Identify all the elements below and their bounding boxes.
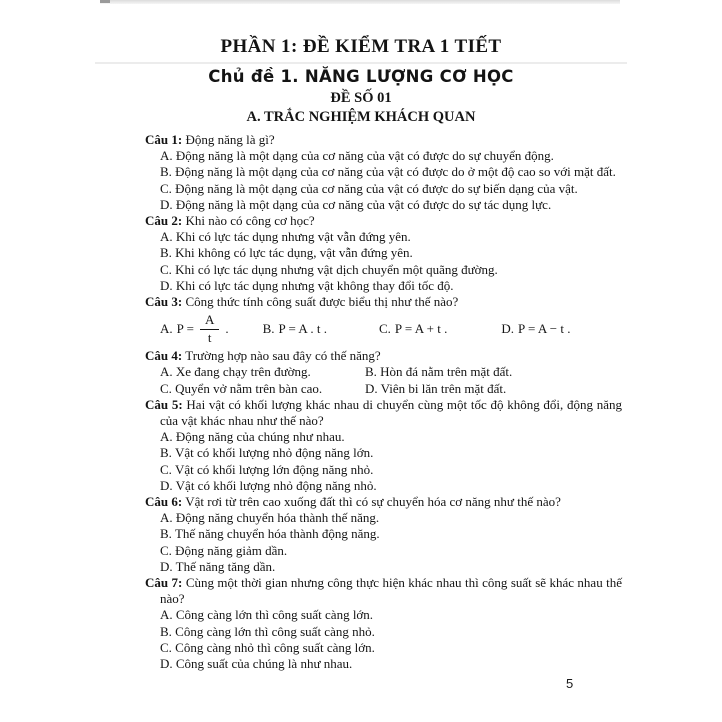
option-b bbox=[160, 245, 622, 261]
option-text: Công càng nhỏ thì công suất càng lớn. bbox=[175, 639, 375, 655]
option-label: D. bbox=[160, 558, 173, 574]
option-text: P = A . t . bbox=[278, 321, 327, 337]
option-text: P = A − t . bbox=[518, 321, 571, 337]
option-text: Quyển vở nằm trên bàn cao. bbox=[175, 380, 323, 396]
questions-area bbox=[145, 132, 622, 672]
option-text: Khi không có lực tác dụng, vật vẫn đứng yên. bbox=[175, 245, 413, 261]
option-text: Khi có lực tác dụng nhưng vật không thay đổi tốc độ. bbox=[175, 277, 454, 293]
option-text: Vật có khối lượng nhỏ động năng lớn. bbox=[174, 445, 374, 461]
option-text: P = A + t . bbox=[394, 321, 448, 337]
option-label: D. bbox=[160, 277, 173, 293]
option-c bbox=[160, 381, 365, 397]
option-text: Công càng lớn thì công suất càng nhỏ. bbox=[175, 623, 375, 639]
option-label: D. bbox=[160, 656, 173, 672]
question-2 bbox=[145, 213, 622, 294]
question-text bbox=[145, 575, 622, 607]
option-text: Động năng là một dạng của cơ năng của vật có được do ở một độ cao so với mặt đất. bbox=[175, 164, 616, 180]
option-d bbox=[160, 656, 622, 672]
option-text: Viên bi lăn trên mặt đất. bbox=[380, 380, 507, 396]
formula-prefix: P = bbox=[176, 321, 194, 337]
question-label: Câu 6: bbox=[145, 494, 183, 510]
option-b bbox=[160, 624, 622, 640]
question-text bbox=[145, 348, 622, 364]
page-top-edge-notch bbox=[100, 0, 110, 3]
question-label: Câu 5: bbox=[145, 396, 183, 412]
option-label: B. bbox=[262, 321, 275, 337]
exam-number: ĐỀ SỐ 01 bbox=[330, 90, 392, 106]
option-c bbox=[379, 321, 447, 337]
option-b bbox=[160, 445, 622, 461]
page-number: 5 bbox=[566, 676, 574, 691]
option-text: Công suất của chúng là như nhau. bbox=[175, 656, 353, 672]
option-text: Thế năng chuyển hóa thành động năng. bbox=[174, 526, 380, 542]
fraction-numerator: A bbox=[200, 313, 219, 329]
option-label: A. bbox=[160, 321, 173, 337]
option-b bbox=[365, 364, 622, 380]
question-text bbox=[145, 132, 622, 148]
option-label: D. bbox=[501, 321, 514, 337]
option-text: Động năng chuyển hóa thành thế năng. bbox=[175, 510, 380, 526]
option-c bbox=[160, 462, 622, 478]
option-label: C. bbox=[160, 261, 172, 277]
question-3 bbox=[145, 294, 622, 348]
option-c bbox=[160, 262, 622, 278]
question-7 bbox=[145, 575, 622, 672]
option-text: Vật có khối lượng nhỏ động năng nhỏ. bbox=[175, 477, 377, 493]
option-label: B. bbox=[365, 364, 377, 380]
question-label: Câu 7: bbox=[145, 575, 183, 591]
option-text: Động năng là một dạng của cơ năng của vật có được do sự chuyển động. bbox=[175, 148, 554, 164]
question-label: Câu 2: bbox=[145, 213, 183, 229]
option-label: C. bbox=[160, 542, 172, 558]
option-label: B. bbox=[160, 245, 172, 261]
option-b bbox=[263, 321, 327, 337]
option-text: Động năng của chúng như nhau. bbox=[175, 429, 345, 445]
question-stem: Động năng là gì? bbox=[185, 132, 275, 147]
option-d bbox=[160, 197, 622, 213]
options-list bbox=[160, 229, 622, 294]
options-list bbox=[160, 148, 622, 213]
option-c bbox=[160, 543, 622, 559]
option-d bbox=[501, 321, 570, 337]
option-label: C. bbox=[160, 639, 172, 655]
option-text: Động năng là một dạng của cơ năng của vật có được do sự biến dạng của vật. bbox=[175, 180, 578, 196]
question-text bbox=[145, 294, 622, 310]
options-list bbox=[160, 429, 622, 494]
option-label: C. bbox=[160, 380, 172, 396]
fraction bbox=[200, 313, 219, 345]
question-text bbox=[145, 397, 622, 429]
formula-suffix: . bbox=[225, 321, 229, 337]
question-label: Câu 1: bbox=[145, 132, 183, 147]
option-b bbox=[160, 164, 622, 180]
option-b bbox=[160, 526, 622, 542]
option-text: Công càng lớn thì công suất càng lớn. bbox=[175, 607, 374, 623]
options-list bbox=[160, 607, 622, 672]
option-label: A. bbox=[160, 429, 173, 445]
question-stem: Hai vật có khối lượng khác nhau di chuyển cùng một tốc độ không đổi, động năng của vật khác nhau như thế nào? bbox=[160, 396, 622, 429]
option-label: C. bbox=[160, 180, 172, 196]
options-formula-row bbox=[160, 310, 622, 348]
option-d bbox=[160, 478, 622, 494]
question-stem: Khi nào có công cơ học? bbox=[185, 213, 315, 229]
question-stem: Công thức tính công suất được biểu thị như thế nào? bbox=[185, 294, 459, 310]
option-label: D. bbox=[160, 477, 173, 493]
option-a bbox=[160, 313, 229, 345]
option-label: A. bbox=[160, 607, 173, 623]
option-label: D. bbox=[160, 196, 173, 212]
option-text: Xe đang chạy trên đường. bbox=[175, 364, 311, 380]
option-text: Động năng là một dạng của cơ năng của vật có được do sự tác dụng lực. bbox=[175, 196, 552, 212]
fraction-denominator: t bbox=[207, 329, 212, 345]
option-c bbox=[160, 181, 622, 197]
option-label: D. bbox=[365, 380, 378, 396]
option-label: A. bbox=[160, 510, 173, 526]
option-d bbox=[160, 278, 622, 294]
question-1 bbox=[145, 132, 622, 213]
page-header bbox=[0, 0, 722, 126]
option-text: Thế năng tăng dần. bbox=[175, 558, 276, 574]
option-text: Khi có lực tác dụng nhưng vật dịch chuyển một quãng đường. bbox=[175, 261, 498, 277]
question-stem: Trường hợp nào sau đây có thế năng? bbox=[185, 348, 381, 364]
option-text: Khi có lực tác dụng nhưng vật vẫn đứng yên. bbox=[175, 229, 411, 245]
part-title: PHẦN 1: ĐỀ KIỂM TRA 1 TIẾT bbox=[220, 36, 502, 57]
question-stem: Vật rơi từ trên cao xuống đất thì có sự chuyển hóa cơ năng như thế nào? bbox=[185, 494, 561, 510]
option-label: B. bbox=[160, 445, 172, 461]
question-text bbox=[145, 213, 622, 229]
option-label: C. bbox=[160, 461, 172, 477]
page-top-edge bbox=[100, 0, 620, 4]
options-grid bbox=[160, 364, 622, 396]
option-label: A. bbox=[160, 148, 173, 164]
option-text: Vật có khối lượng lớn động năng nhỏ. bbox=[174, 461, 374, 477]
question-label: Câu 3: bbox=[145, 294, 183, 310]
options-list bbox=[160, 510, 622, 575]
question-label: Câu 4: bbox=[145, 348, 183, 364]
option-label: B. bbox=[160, 164, 172, 180]
question-4 bbox=[145, 348, 622, 397]
question-6 bbox=[145, 494, 622, 575]
option-d bbox=[365, 381, 622, 397]
option-c bbox=[160, 640, 622, 656]
option-a bbox=[160, 607, 622, 623]
option-label: B. bbox=[160, 526, 172, 542]
option-label: A. bbox=[160, 229, 173, 245]
option-a bbox=[160, 148, 622, 164]
option-label: A. bbox=[160, 364, 173, 380]
question-stem: Cùng một thời gian nhưng công thực hiện khác nhau thì công suất sẽ khác nhau thế nào? bbox=[160, 575, 623, 607]
question-text bbox=[145, 494, 622, 510]
option-d bbox=[160, 559, 622, 575]
option-a bbox=[160, 510, 622, 526]
option-text: Động năng giảm dần. bbox=[175, 542, 288, 558]
option-a bbox=[160, 429, 622, 445]
option-label: B. bbox=[160, 623, 172, 639]
topic-title: Chủ đề 1. NĂNG LƯỢNG CƠ HỌC bbox=[208, 67, 514, 86]
option-text: Hòn đá nằm trên mặt đất. bbox=[380, 364, 513, 380]
title-divider bbox=[95, 62, 627, 64]
question-5 bbox=[145, 397, 622, 494]
option-a bbox=[160, 229, 622, 245]
option-a bbox=[160, 364, 365, 380]
option-label: C. bbox=[378, 321, 391, 337]
section-title: A. TRẮC NGHIỆM KHÁCH QUAN bbox=[246, 109, 476, 125]
